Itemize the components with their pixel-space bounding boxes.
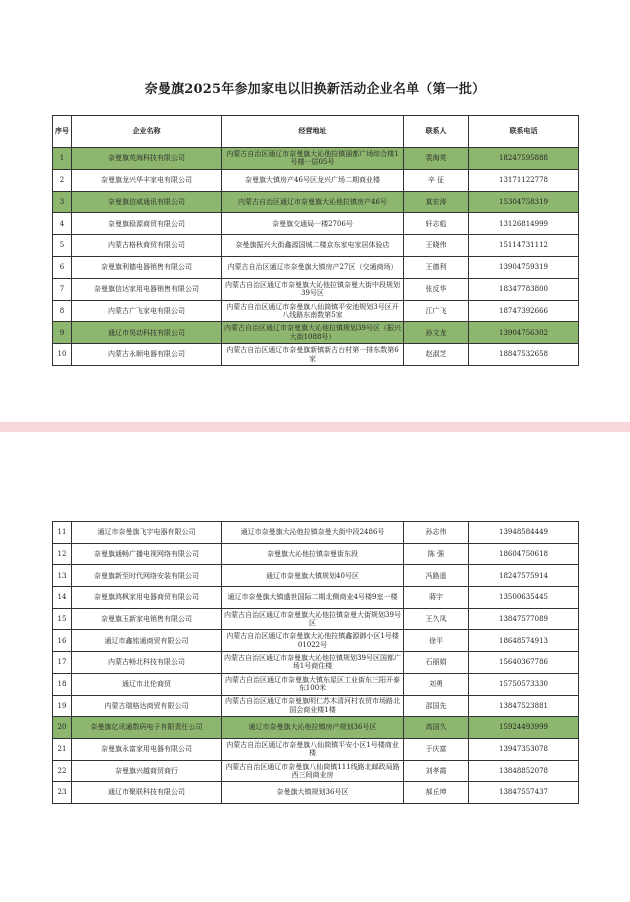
cell-contact: 张反华: [404, 278, 469, 300]
cell-address: 内蒙古自治区通辽市奈曼旗大沁他拉镇奈曼大街规划39号区: [222, 608, 404, 630]
cell-name: 内蒙古广飞家电有限公司: [72, 300, 222, 322]
cell-address: 通辽市奈曼旗大镇规划40号区: [222, 565, 404, 587]
cell-address: 奈曼旗大镇房产46号区龙兴广场二期商业楼: [222, 169, 404, 191]
cell-no: 10: [53, 344, 72, 366]
table-row: [53, 695, 579, 717]
table-row: [53, 148, 579, 170]
cell-contact: 石丽娟: [404, 652, 469, 674]
table-row: [53, 652, 579, 674]
table-header-row: [53, 116, 579, 148]
page-1: [0, 0, 630, 426]
table-row: [53, 300, 579, 322]
table-row: [53, 738, 579, 760]
table-row: [53, 760, 579, 782]
cell-name: 奈曼旗永富家用电器有限公司: [72, 738, 222, 760]
cell-name: 奈曼旗龙兴华丰家电有限公司: [72, 169, 222, 191]
table-row: [53, 587, 579, 609]
cell-no: 2: [53, 169, 72, 191]
cell-contact: 郝丘坤: [404, 782, 469, 804]
cell-no: 21: [53, 738, 72, 760]
cell-name: 奈曼旗通畅广播电视网络有限公司: [72, 543, 222, 565]
cell-contact: 蔣宇: [404, 587, 469, 609]
table-row: [53, 322, 579, 344]
cell-contact: 江广飞: [404, 300, 469, 322]
header-no: 序号: [53, 116, 72, 148]
cell-address: 通辽市奈曼旗大镇盛世国际二期北侧商业4号楼9室一楼: [222, 587, 404, 609]
cell-address: 内蒙古自治区通辽市奈曼旗八仙筒镇平安小区1号楼商业楼: [222, 738, 404, 760]
cell-no: 1: [53, 148, 72, 170]
table-body-1: [53, 148, 579, 366]
cell-name: 通辽市奈曼旗飞宇电器有限公司: [72, 522, 222, 544]
header-name: 企业名称: [72, 116, 222, 148]
cell-address: 内蒙古自治区通辽市奈曼旗明仁苏木清河村农贸市场路北国会商业楼1楼: [222, 695, 404, 717]
page-separator: [0, 422, 630, 432]
cell-no: 3: [53, 191, 72, 213]
cell-phone: 15924493999: [469, 717, 579, 739]
cell-name: 奈曼旗英海科技有限公司: [72, 148, 222, 170]
cell-no: 11: [53, 522, 72, 544]
cell-address: 通辽市奈曼旗大沁他拉镇房产规划36号区: [222, 717, 404, 739]
cell-no: 16: [53, 630, 72, 652]
cell-address: 内蒙古自治区通辽市奈曼旗大沁他拉镇规划39号区（振兴大街1088号）: [222, 322, 404, 344]
cell-phone: 13847523881: [469, 695, 579, 717]
table-row: [53, 191, 579, 213]
table-row: [53, 717, 579, 739]
table-row: [53, 169, 579, 191]
cell-name: 奈曼旗信达家用电器销售有限公司: [72, 278, 222, 300]
cell-phone: 15114731112: [469, 235, 579, 257]
table-row: [53, 543, 579, 565]
cell-no: 23: [53, 782, 72, 804]
header-phone: 联系电话: [469, 116, 579, 148]
cell-address: 通辽市奈曼旗大沁他拉镇奈曼大街中段2486号: [222, 522, 404, 544]
cell-phone: 18247595888: [469, 148, 579, 170]
table-row: [53, 213, 579, 235]
cell-address: 内蒙古自治区通辽市奈曼旗大沁他拉镇房产46号: [222, 191, 404, 213]
cell-contact: 陈 强: [404, 543, 469, 565]
table-row: [53, 782, 579, 804]
cell-no: 12: [53, 543, 72, 565]
cell-contact: 孙志伟: [404, 522, 469, 544]
header-contact: 联系人: [404, 116, 469, 148]
table-row: [53, 565, 579, 587]
cell-no: 13: [53, 565, 72, 587]
cell-name: 奈曼旗稳源商贸有限公司: [72, 213, 222, 235]
cell-name: 内蒙古畅北科技有限公司: [72, 652, 222, 674]
cell-address: 奈曼旗振兴大街鑫源国城二楼京东家电家居体验店: [222, 235, 404, 257]
enterprise-table-part-2: [52, 521, 579, 804]
cell-name: 通辽市昊动科技有限公司: [72, 322, 222, 344]
cell-phone: 13904759319: [469, 256, 579, 278]
cell-contact: 莫宏涛: [404, 191, 469, 213]
cell-address: 奈曼旗大镇规划36号区: [222, 782, 404, 804]
table-body-2: [53, 522, 579, 804]
cell-name: 奈曼旗信威通讯有限公司: [72, 191, 222, 213]
cell-phone: 15640367786: [469, 652, 579, 674]
cell-name: 奈曼旗兴越商贸商行: [72, 760, 222, 782]
cell-no: 7: [53, 278, 72, 300]
cell-address: 内蒙古自治区通辽市奈曼旗大沁他拉镇丽都广场综合楼1号楼一层05号: [222, 148, 404, 170]
table-row: [53, 630, 579, 652]
cell-contact: 刘勇: [404, 673, 469, 695]
cell-contact: 邵国先: [404, 695, 469, 717]
cell-no: 22: [53, 760, 72, 782]
cell-phone: 18648574913: [469, 630, 579, 652]
enterprise-table-part-1: [52, 115, 579, 366]
cell-name: 通辽市鑫铭通商贸有限公司: [72, 630, 222, 652]
cell-no: 20: [53, 717, 72, 739]
header-address: 经营地址: [222, 116, 404, 148]
cell-no: 14: [53, 587, 72, 609]
cell-contact: 辛 征: [404, 169, 469, 191]
cell-contact: 轩志彪: [404, 213, 469, 235]
cell-contact: 刘孝霞: [404, 760, 469, 782]
page-title: 奈曼旗2025年参加家电以旧换新活动企业名单（第一批）: [144, 82, 486, 97]
cell-contact: 王德利: [404, 256, 469, 278]
table-row: [53, 256, 579, 278]
cell-address: 奈曼旗交通局一楼2706号: [222, 213, 404, 235]
cell-phone: 13948584449: [469, 522, 579, 544]
cell-no: 8: [53, 300, 72, 322]
cell-phone: 15750573330: [469, 673, 579, 695]
cell-contact: 王久凤: [404, 608, 469, 630]
cell-contact: 于庆富: [404, 738, 469, 760]
cell-phone: 13847557437: [469, 782, 579, 804]
cell-phone: 13171122778: [469, 169, 579, 191]
cell-no: 5: [53, 235, 72, 257]
cell-phone: 13947353078: [469, 738, 579, 760]
cell-address: 内蒙古自治区通辽市奈曼旗大沁他拉镇规划39号区国都广场1号商住楼: [222, 652, 404, 674]
table-row: [53, 608, 579, 630]
cell-name: 内蒙古瑞格达商贸有限公司: [72, 695, 222, 717]
cell-contact: 高国久: [404, 717, 469, 739]
cell-name: 奈曼旗利德电器销售有限公司: [72, 256, 222, 278]
cell-contact: 冯路遥: [404, 565, 469, 587]
page-2: [0, 432, 630, 902]
cell-no: 18: [53, 673, 72, 695]
table-row: [53, 522, 579, 544]
cell-contact: 孙文龙: [404, 322, 469, 344]
cell-name: 通辽市北伦商贸: [72, 673, 222, 695]
cell-phone: 13904756302: [469, 322, 579, 344]
cell-address: 内蒙古自治区通辽市奈曼旗大镇东星区工业街东三阳开泰东100米: [222, 673, 404, 695]
cell-phone: 18747392666: [469, 300, 579, 322]
cell-phone: 18247575914: [469, 565, 579, 587]
cell-phone: 15304758319: [469, 191, 579, 213]
cell-no: 15: [53, 608, 72, 630]
cell-name: 奈曼旗亿讯通数码电子有限责任公司: [72, 717, 222, 739]
cell-phone: 18604750618: [469, 543, 579, 565]
cell-phone: 13847577089: [469, 608, 579, 630]
cell-name: 内蒙古格秋商贸有限公司: [72, 235, 222, 257]
cell-address: 奈曼旗大沁他拉镇奈曼街东段: [222, 543, 404, 565]
cell-address: 内蒙古自治区通辽市奈曼旗大沁他拉镇鑫源御小区1号楼01022号: [222, 630, 404, 652]
cell-no: 6: [53, 256, 72, 278]
cell-phone: 13848852078: [469, 760, 579, 782]
cell-no: 9: [53, 322, 72, 344]
cell-name: 内蒙古永顺电器有限公司: [72, 344, 222, 366]
cell-name: 奈曼旗鸿枫家用电器商贸有限公司: [72, 587, 222, 609]
cell-no: 4: [53, 213, 72, 235]
cell-phone: 13126814999: [469, 213, 579, 235]
cell-contact: 裴海英: [404, 148, 469, 170]
cell-contact: 徐平: [404, 630, 469, 652]
cell-name: 奈曼旗玉新家电销售有限公司: [72, 608, 222, 630]
cell-name: 奈曼旗新至时代网络安装有限公司: [72, 565, 222, 587]
cell-no: 17: [53, 652, 72, 674]
cell-phone: 13500635445: [469, 587, 579, 609]
cell-address: 内蒙古自治区通辽市奈曼旗大沁他拉镇奈曼大街中段规划39号区: [222, 278, 404, 300]
cell-address: 内蒙古自治区通辽市奈曼旗八仙筒镇111线路北邮政局路西三间商业房: [222, 760, 404, 782]
cell-address: 内蒙古自治区通辽市奈曼旗大镇房产27区（交通商场）: [222, 256, 404, 278]
cell-phone: 18847532658: [469, 344, 579, 366]
cell-contact: 王晓伟: [404, 235, 469, 257]
table-row: [53, 235, 579, 257]
cell-phone: 18347783800: [469, 278, 579, 300]
table-row: [53, 278, 579, 300]
cell-name: 通辽市聚联科技有限公司: [72, 782, 222, 804]
cell-contact: 赵淑芝: [404, 344, 469, 366]
table-row: [53, 673, 579, 695]
cell-no: 19: [53, 695, 72, 717]
cell-address: 内蒙古自治区通辽市奈曼旗新镇新古台村第一排东数第6家: [222, 344, 404, 366]
table-row: [53, 344, 579, 366]
cell-address: 内蒙古自治区通辽市奈曼旗八仙筒镇平安池规划3号区开八线路东南数第5家: [222, 300, 404, 322]
